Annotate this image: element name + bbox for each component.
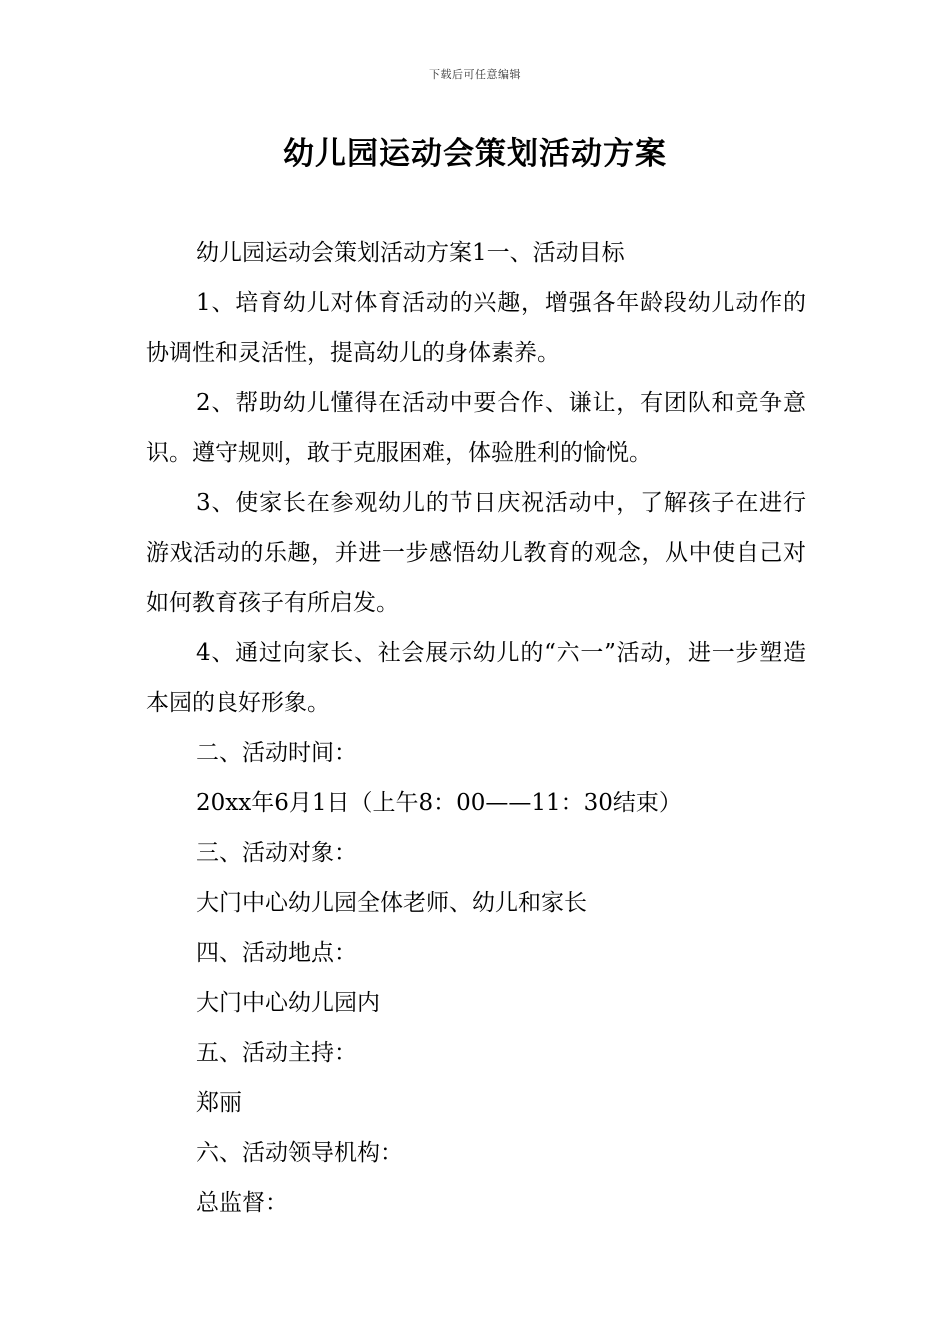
section-heading-location: 四、活动地点： — [196, 940, 357, 966]
section-heading-time: 二、活动时间： — [196, 740, 357, 766]
paragraph-intro: 幼儿园运动会策划活动方案1一、活动目标 — [196, 240, 625, 266]
header-note: 下载后可任意编辑 — [429, 68, 521, 81]
paragraph-supervisor: 总监督： — [196, 1190, 288, 1216]
paragraph-audience: 大门中心幼儿园全体老师、幼儿和家长 — [196, 890, 587, 916]
paragraph-goal-3: 3、使家长在参观幼儿的节日庆祝活动中，了解孩子在进行游戏活动的乐趣，并进一步感悟幼儿教育的观念，从中使自己对如何教育孩子有所启发。 — [146, 490, 806, 616]
section-heading-audience: 三、活动对象： — [196, 840, 357, 866]
paragraph-goal-2: 2、帮助幼儿懂得在活动中要合作、谦让，有团队和竞争意识。遵守规则，敢于克服困难，体验胜利的愉悦。 — [146, 390, 806, 466]
paragraph-time: 20xx年6月1日（上午8：00——11：30结束） — [196, 790, 682, 816]
paragraph-goal-1: 1、培育幼儿对体育活动的兴趣，增强各年龄段幼儿动作的协调性和灵活性，提高幼儿的身体素养。 — [146, 290, 806, 366]
paragraph-location: 大门中心幼儿园内 — [196, 990, 380, 1016]
section-heading-host: 五、活动主持： — [196, 1040, 357, 1066]
section-heading-leadership: 六、活动领导机构： — [196, 1140, 403, 1166]
document-title: 幼儿园运动会策划活动方案 — [283, 136, 667, 172]
document-body — [146, 228, 806, 1228]
paragraph-host: 郑丽 — [196, 1090, 242, 1116]
paragraph-goal-4: 4、通过向家长、社会展示幼儿的“六一”活动，进一步塑造本园的良好形象。 — [146, 640, 806, 716]
